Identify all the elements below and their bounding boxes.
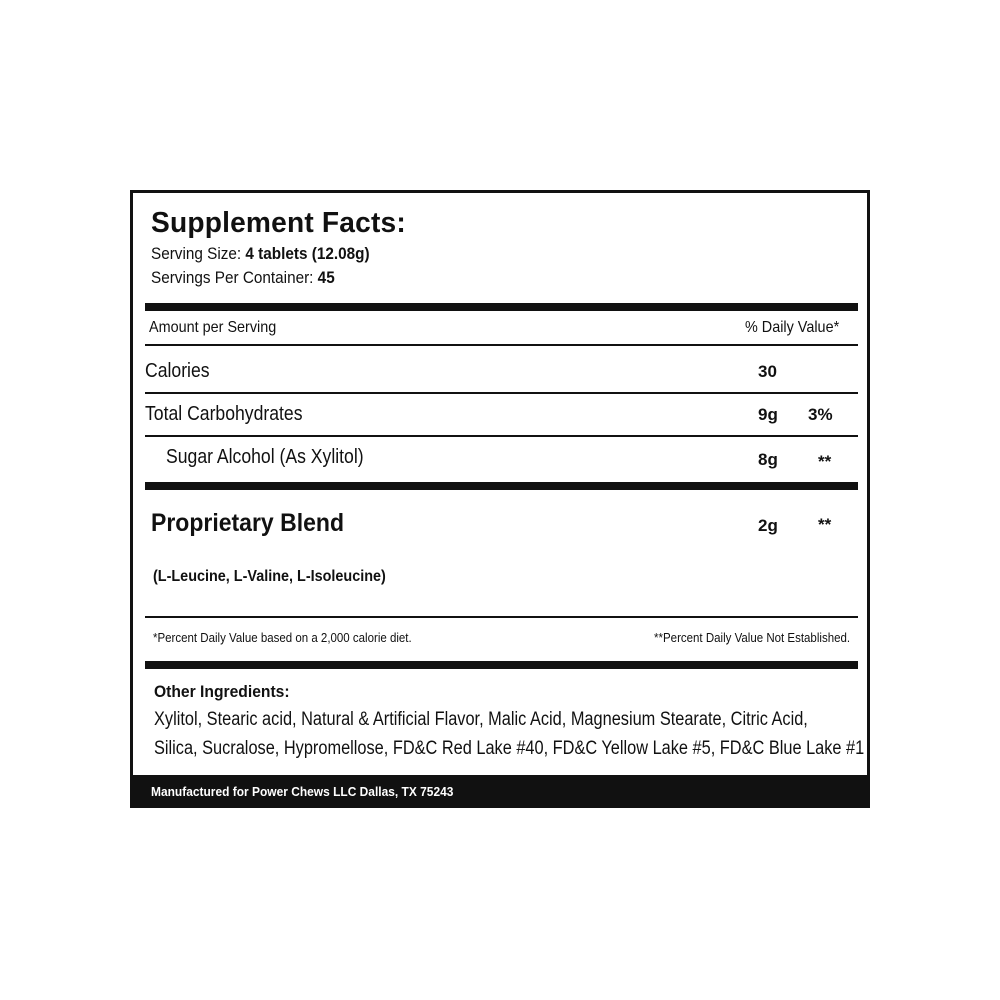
daily-value-header: % Daily Value* xyxy=(745,319,840,336)
panel-title: Supplement Facts: xyxy=(151,207,406,239)
blend-amount: 2g xyxy=(758,516,778,535)
other-ingredients-line: Silica, Sucralose, Hypromellose, FD&C Red Lake #40, FD&C Yellow Lake #5, FD&C Blue Lake #1 xyxy=(154,738,865,759)
other-ingredients-line: Xylitol, Stearic acid, Natural & Artificial Flavor, Malic Acid, Magnesium Stearate, Citric Acid, xyxy=(154,709,808,730)
divider xyxy=(145,344,858,346)
blend-name: Proprietary Blend xyxy=(151,509,344,537)
nutrient-name: Total Carbohydrates xyxy=(145,403,303,425)
footnote-not-established: **Percent Daily Value Not Established. xyxy=(653,631,850,645)
serving-size xyxy=(151,244,370,264)
blend-components: (L-Leucine, L-Valine, L-Isoleucine) xyxy=(153,568,386,585)
nutrient-name: Calories xyxy=(145,360,210,382)
servings-label: Servings Per Container: xyxy=(151,268,318,287)
thick-divider xyxy=(145,482,858,490)
nutrient-dv: ** xyxy=(818,452,832,471)
footnote-daily-value: *Percent Daily Value based on a 2,000 calorie diet. xyxy=(153,631,412,645)
manufacturer-text: Manufactured for Power Chews LLC Dallas, TX 75243 xyxy=(151,784,454,799)
serving-size-label: Serving Size: xyxy=(151,244,246,263)
divider xyxy=(145,435,858,437)
thick-divider xyxy=(145,303,858,311)
nutrient-amount: 8g xyxy=(758,450,778,469)
servings-value: 45 xyxy=(317,268,335,287)
divider xyxy=(145,392,858,394)
blend-dv: ** xyxy=(818,515,832,534)
divider xyxy=(145,616,858,618)
amount-per-serving-label: Amount per Serving xyxy=(149,319,277,336)
nutrient-dv: 3% xyxy=(808,405,833,424)
servings-per-container xyxy=(151,268,335,288)
thick-divider xyxy=(145,661,858,669)
nutrient-name: Sugar Alcohol (As Xylitol) xyxy=(166,446,364,468)
supplement-facts-panel xyxy=(130,190,870,808)
manufacturer-footer xyxy=(133,775,867,808)
serving-size-value: 4 tablets (12.08g) xyxy=(245,244,370,263)
nutrient-amount: 30 xyxy=(758,362,777,381)
other-ingredients-title: Other Ingredients: xyxy=(154,682,290,701)
nutrient-amount: 9g xyxy=(758,405,778,424)
